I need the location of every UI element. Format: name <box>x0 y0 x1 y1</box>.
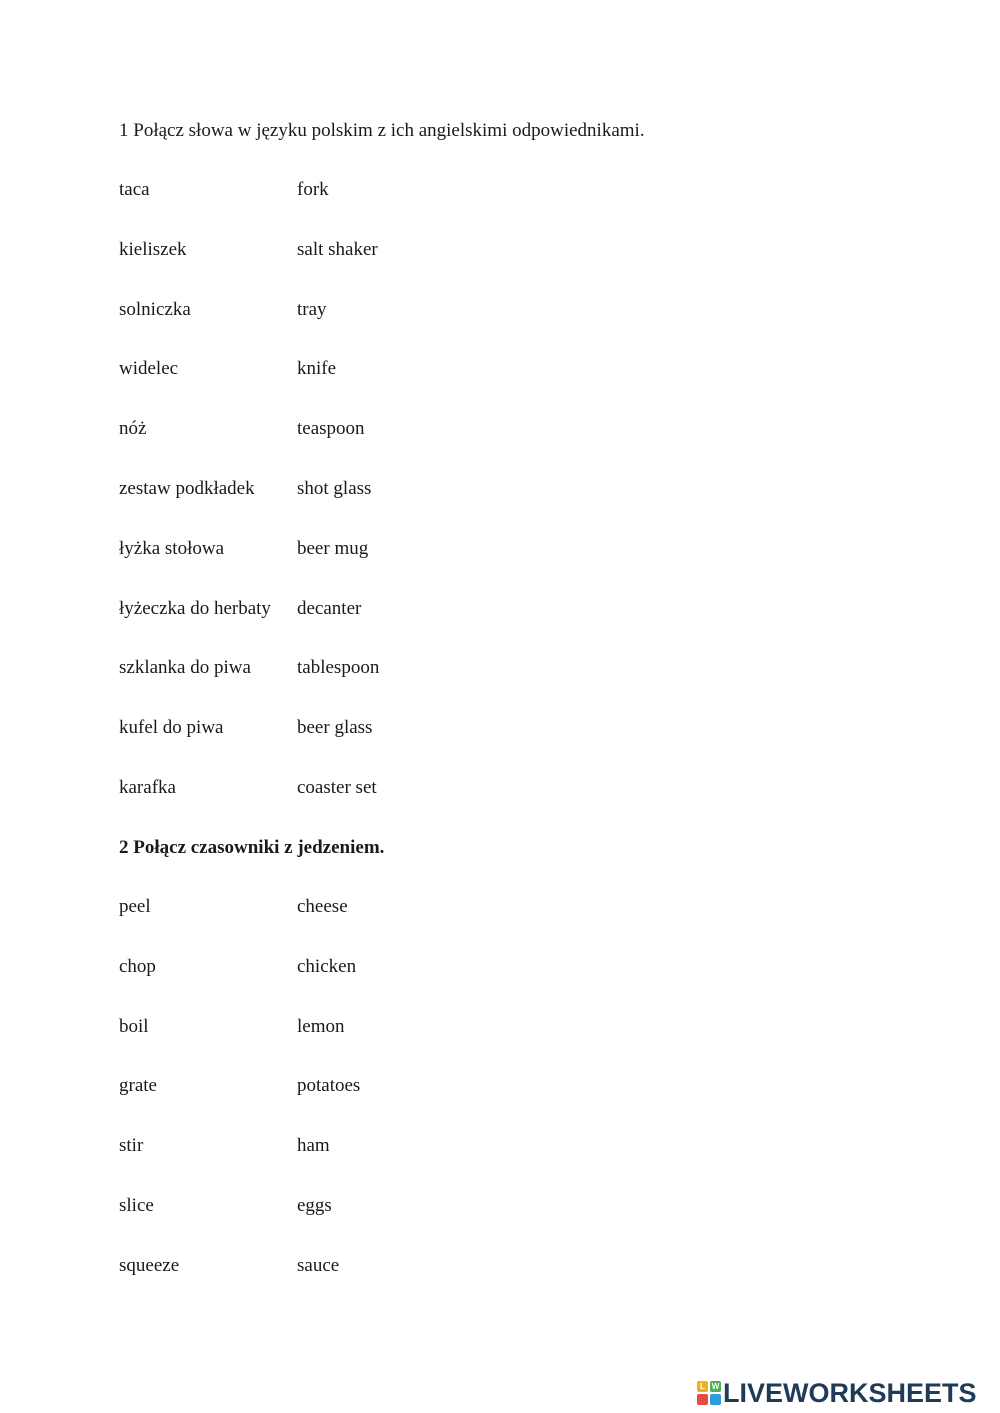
logo-tile-1: L <box>697 1381 708 1392</box>
right-word[interactable]: cheese <box>297 896 348 917</box>
right-word[interactable]: lemon <box>297 1015 345 1037</box>
right-word[interactable]: fork <box>297 179 329 200</box>
word-pair-row <box>0 537 1000 561</box>
left-word[interactable]: solniczka <box>119 298 191 320</box>
word-pair-row <box>0 178 1000 202</box>
section-1-heading: 1 Połącz słowa w języku polskim z ich angielskimi odpowiednikami. <box>119 120 645 141</box>
left-word[interactable]: taca <box>119 179 150 200</box>
word-pair-row <box>0 1194 1000 1218</box>
left-word[interactable]: karafka <box>119 777 176 798</box>
left-word[interactable]: boil <box>119 1015 149 1037</box>
left-word[interactable]: grate <box>119 1075 157 1097</box>
word-pair-row <box>0 597 1000 621</box>
word-pair-row <box>0 298 1000 322</box>
left-word[interactable]: slice <box>119 1195 154 1216</box>
right-word[interactable]: coaster set <box>297 777 377 798</box>
right-word[interactable]: tablespoon <box>297 657 380 679</box>
logo-tile-3 <box>697 1394 708 1405</box>
right-word[interactable]: sauce <box>297 1254 340 1276</box>
right-word[interactable]: tray <box>297 298 327 320</box>
word-pair-row <box>0 1015 1000 1039</box>
left-word[interactable]: łyżeczka do herbaty <box>119 597 271 619</box>
word-pair-row <box>0 1134 1000 1158</box>
logo-tile-2: W <box>711 1382 720 1391</box>
word-pair-row <box>0 955 1000 979</box>
left-word[interactable]: widelec <box>119 358 179 380</box>
logo-text: LIVEWORKSHEETS <box>723 1377 977 1408</box>
left-word[interactable]: chop <box>119 955 156 977</box>
word-pair-row <box>0 895 1000 919</box>
left-word[interactable]: stir <box>119 1135 144 1157</box>
left-word[interactable]: łyżka stołowa <box>119 537 225 559</box>
word-pair-row <box>0 1074 1000 1098</box>
word-pair-row <box>0 417 1000 441</box>
right-word[interactable]: salt shaker <box>297 238 378 260</box>
right-word[interactable]: beer mug <box>297 537 369 559</box>
right-word[interactable]: chicken <box>297 955 357 977</box>
liveworksheets-logo[interactable] <box>697 1377 993 1409</box>
word-pair-row <box>0 477 1000 501</box>
right-word[interactable]: shot glass <box>297 478 372 499</box>
right-word[interactable]: eggs <box>297 1195 332 1216</box>
liveworksheets-logo-icon <box>697 1381 721 1405</box>
left-word[interactable]: kufel do piwa <box>119 717 224 739</box>
right-word[interactable]: teaspoon <box>297 418 365 440</box>
word-pair-row <box>0 1254 1000 1278</box>
word-pair-row <box>0 716 1000 740</box>
left-word[interactable]: nóż <box>119 418 147 440</box>
section-2-heading: 2 Połącz czasowniki z jedzeniem. <box>119 837 385 858</box>
word-pair-row <box>0 357 1000 381</box>
left-word[interactable]: zestaw podkładek <box>119 478 255 499</box>
right-word[interactable]: beer glass <box>297 717 373 739</box>
right-word[interactable]: knife <box>297 358 337 380</box>
left-word[interactable]: szklanka do piwa <box>119 657 251 679</box>
left-word[interactable]: squeeze <box>119 1254 180 1276</box>
logo-tile-4 <box>710 1394 721 1405</box>
right-word[interactable]: ham <box>297 1135 330 1157</box>
word-pair-row <box>0 238 1000 262</box>
right-word[interactable]: potatoes <box>297 1075 361 1097</box>
word-pair-row <box>0 656 1000 680</box>
left-word[interactable]: kieliszek <box>119 238 187 260</box>
word-pair-row <box>0 776 1000 800</box>
right-word[interactable]: decanter <box>297 597 362 619</box>
left-word[interactable]: peel <box>119 896 151 917</box>
